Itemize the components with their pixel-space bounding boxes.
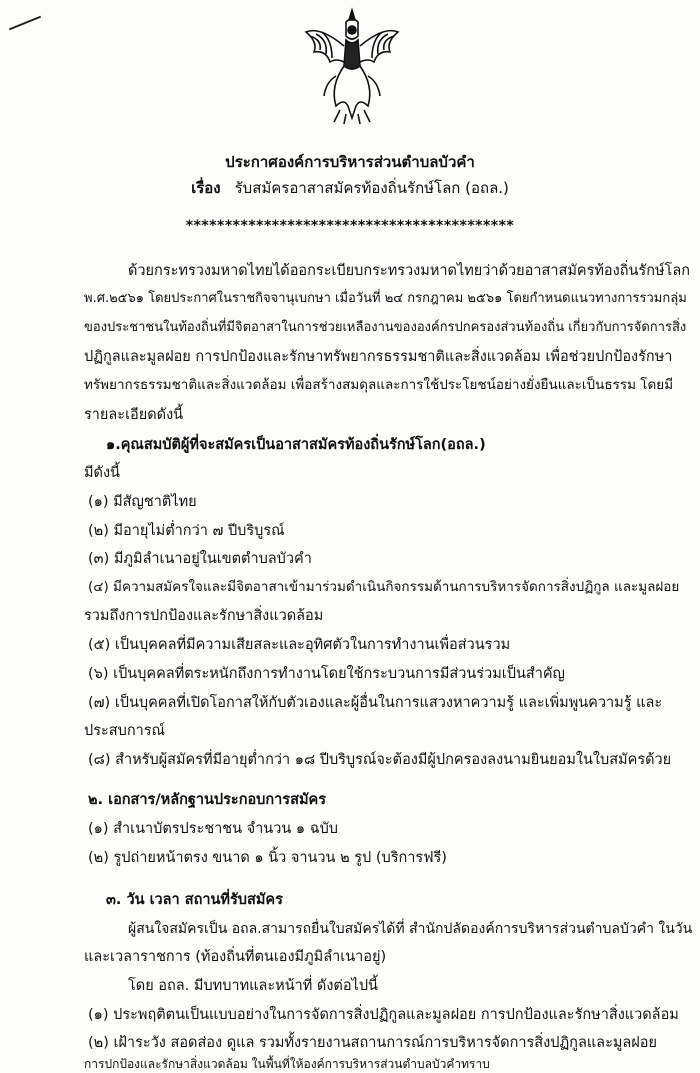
subject-label: เรื่อง xyxy=(191,179,221,197)
garuda-emblem-icon xyxy=(300,6,404,126)
intro-line: ทรัพยากรธรรมชาติและสิ่งแวดล้อม เพื่อสร้างสมดุลและการใช้ประโยชน์อย่างยั่งยืนและเป็นธรรม โดยมี xyxy=(84,377,674,393)
list-item: (๑) ประพฤติตนเป็นแบบอย่างในการจัดการสิ่งปฏิกูลและมูลฝอย การปกป้องและรักษาสิ่งแวดล้อม xyxy=(88,1007,679,1023)
list-item: (๑) มีสัญชาติไทย xyxy=(88,494,197,510)
paragraph-line: และเวลาราชการ (ท้องถิ่นที่ตนเองมีภูมิลำเนาอยู่) xyxy=(84,949,387,965)
subject-text: รับสมัครอาสาสมัครท้องถิ่นรักษ์โลก (อถล.) xyxy=(234,179,509,197)
section-lead: มีดังนี้ xyxy=(84,465,120,481)
paragraph-line: โดย อถล. มีบทบาทและหน้าที่ ดังต่อไปนี้ xyxy=(128,978,378,994)
list-item-continued: รวมถึงการปกป้องและรักษาสิ่งแวดล้อม xyxy=(84,608,324,624)
announcement-subject xyxy=(0,176,700,200)
list-item: (๒) รูปถ่ายหน้าตรง ขนาด ๑ นิ้ว จานวน ๒ รูป (บริการฟรี) xyxy=(88,850,447,866)
list-item-continued: ประสบการณ์ xyxy=(84,723,165,739)
list-item: (๘) สำหรับผู้สมัครที่มีอายุต่ำกว่า ๑๘ ปีบริบูรณ์จะต้องมีผู้ปกครองลงนามยินยอมในใบสมัครด้วย xyxy=(88,752,672,768)
paragraph-line: ผู้สนใจสมัครเป็น อถล.สามารถยื่นใบสมัครได้ที่ สำนักปลัดองค์การบริหารส่วนตำบลบัวคำ ในวัน xyxy=(128,921,693,937)
section-heading: ๑.คุณสมบัติผู้ที่จะสมัครเป็นอาสาสมัครท้องถิ่นรักษ์โลก(อถล.) xyxy=(106,437,486,453)
intro-line: พ.ศ.๒๕๖๑ โดยประกาศในราชกิจจานุเบกษา เมื่อวันที่ ๒๔ กรกฎาคม ๒๕๖๑ โดยกำหนดแนวทางการรวมกลุ่ม xyxy=(84,291,687,306)
list-item: (๓) มีภูมิลำเนาอยู่ในเขตตำบลบัวคำ xyxy=(88,551,312,567)
list-item: (๒) มีอายุไม่ต่ำกว่า ๗ ปีบริบูรณ์ xyxy=(88,523,285,539)
scan-pen-mark xyxy=(9,16,41,31)
announcement-title: ประกาศองค์การบริหารส่วนตำบลบัวคำ xyxy=(225,153,475,171)
list-item: (๑) สำเนาบัตรประชาชน จำนวน ๑ ฉบับ xyxy=(88,821,338,837)
list-item: (๒) เฝ้าระวัง สอดส่อง ดูแล รวมทั้งรายงานสถานการณ์การบริหารจัดการสิ่งปฏิกูลและมูลฝอย xyxy=(88,1035,658,1051)
intro-line: ด้วยกระทรวงมหาดไทยได้ออกระเบียบกระทรวงมหาดไทยว่าด้วยอาสาสมัครท้องถิ่นรักษ์โลก xyxy=(128,263,690,279)
list-item: (๗) เป็นบุคคลที่เปิดโอกาสให้กับตัวเองและผู้อื่นในการแสวงหาความรู้ และเพิ่มพูนความรู้ และ xyxy=(88,695,663,711)
intro-line: ปฏิกูลและมูลฝอย การปกป้องและรักษาทรัพยากรธรรมชาติและสิ่งแวดล้อม เพื่อช่วยปกป้องรักษา xyxy=(84,349,673,365)
section-heading: ๓. วัน เวลา สถานที่รับสมัคร xyxy=(106,892,283,908)
list-item-continued: การปกป้องและรักษาสิ่งแวดล้อม ในพื้นที่ให้องค์การบริหารส่วนตำบลบัวคำทราบ xyxy=(84,1057,490,1071)
section-heading: ๒. เอกสาร/หลักฐานประกอบการสมัคร xyxy=(88,792,326,808)
intro-line: รายละเอียดดังนี้ xyxy=(84,407,184,423)
list-item: (๕) เป็นบุคคลที่มีความเสียสละและอุทิศตัวในการทำงานเพื่อส่วนรวม xyxy=(88,637,511,653)
list-item: (๖) เป็นบุคคลที่ตระหนักถึงการทำงานโดยใช้กระบวนการมีส่วนร่วมเป็นสำคัญ xyxy=(88,666,565,682)
star-separator: ****************************************** xyxy=(185,218,515,234)
intro-line: ของประชาชนในท้องถิ่นที่มีจิตอาสาในการช่วยเหลืองานขององค์กรปกครองส่วนท้องถิ่น เกี่ยวกับการจัดการสิ่ง xyxy=(84,320,687,335)
list-item: (๔) มีความสมัครใจและมีจิตอาสาเข้ามาร่วมดำเนินกิจกรรมด้านการบริหารจัดการสิ่งปฏิกูล และมูลฝอย xyxy=(88,579,680,595)
